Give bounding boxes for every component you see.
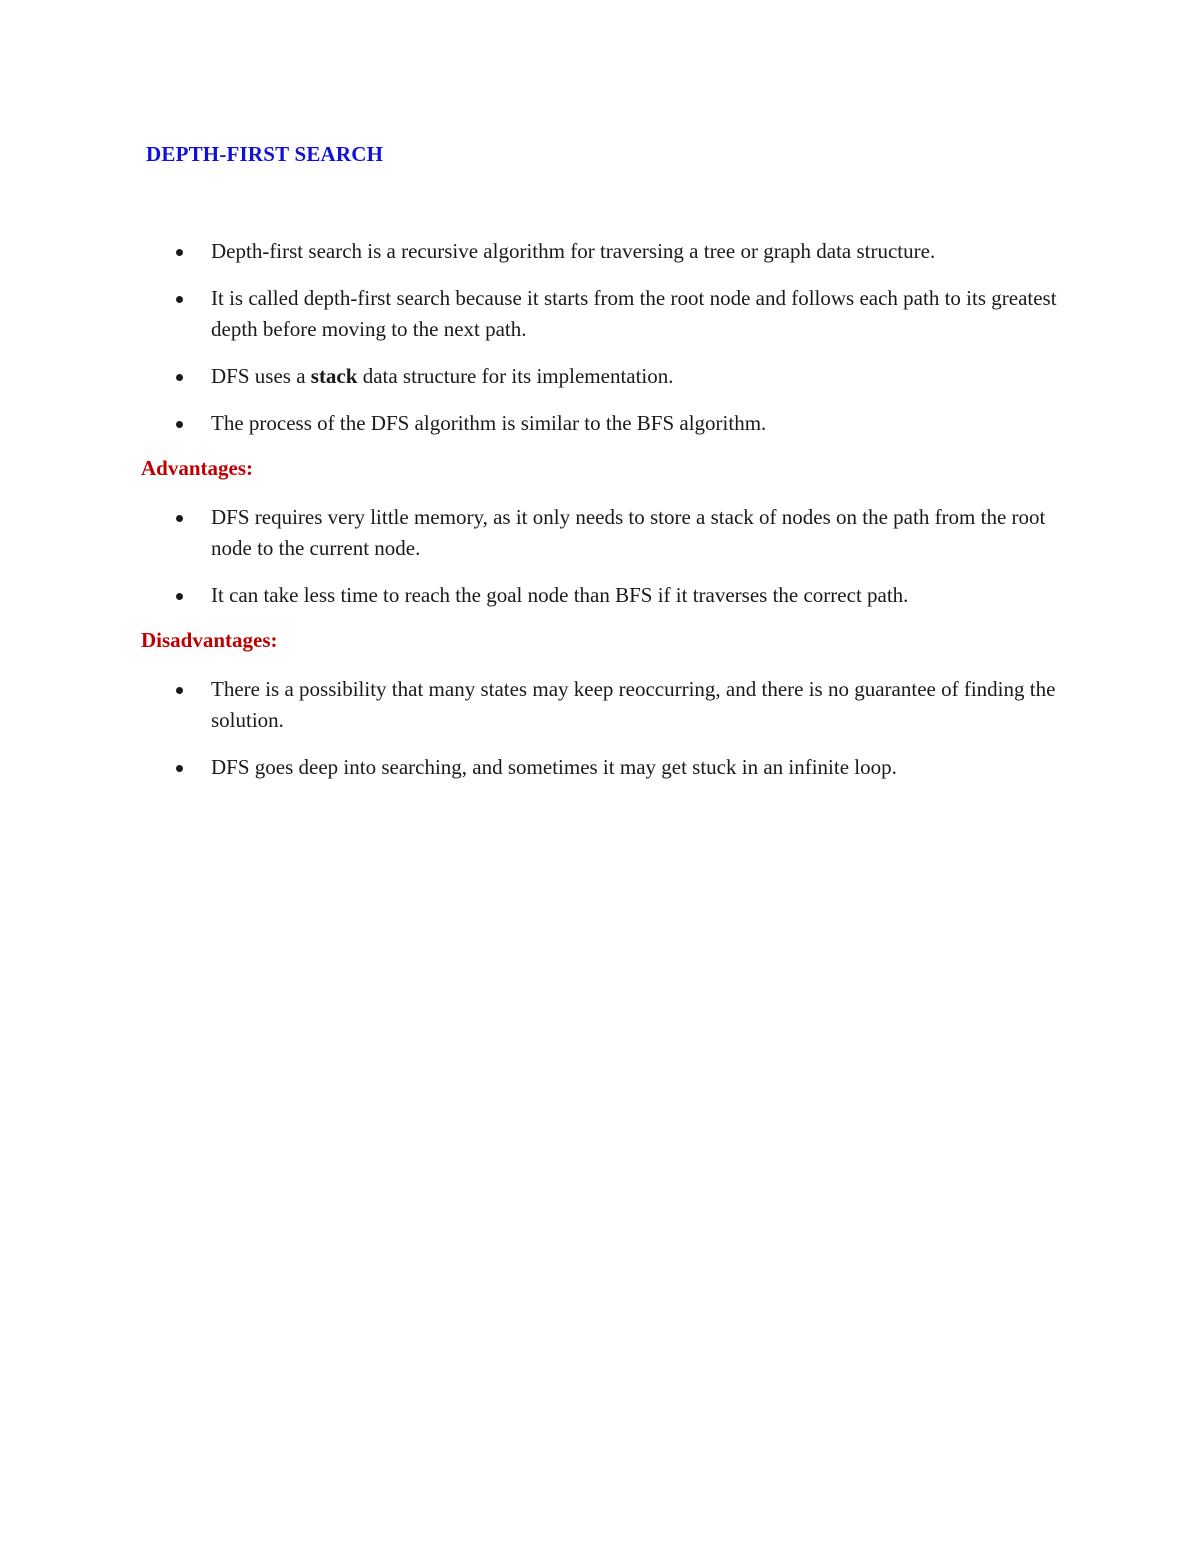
bullet-icon bbox=[176, 687, 183, 694]
disadvantages-heading: Disadvantages: bbox=[141, 628, 278, 652]
bullet-text: DFS goes deep into searching, and sometimes it may get stuck in an infinite loop. bbox=[211, 755, 897, 779]
bullet-icon bbox=[176, 421, 183, 428]
advantages-heading: Advantages: bbox=[141, 456, 254, 480]
bullet-text: It is called depth-first search because it starts from the root node and follows each path to its greatest depth before moving to the next path. bbox=[211, 286, 1057, 341]
bullet-text: DFS requires very little memory, as it only needs to store a stack of nodes on the path from the root node to the current node. bbox=[211, 505, 1046, 560]
list-item bbox=[0, 674, 1071, 736]
bullet-icon bbox=[176, 374, 183, 381]
bullet-icon bbox=[176, 765, 183, 772]
advantages-bullet-list bbox=[0, 502, 1071, 627]
list-item bbox=[0, 361, 1071, 392]
bullet-icon bbox=[176, 249, 183, 256]
list-item bbox=[0, 283, 1071, 345]
bullet-text: There is a possibility that many states may keep reoccurring, and there is no guarantee of finding the solution. bbox=[211, 677, 1056, 732]
list-item bbox=[0, 502, 1071, 564]
bullet-text: The process of the DFS algorithm is similar to the BFS algorithm. bbox=[211, 411, 767, 435]
disadvantages-bullet-list bbox=[0, 674, 1071, 799]
bullet-text: Depth-first search is a recursive algorithm for traversing a tree or graph data structure. bbox=[211, 239, 936, 263]
bullet-icon bbox=[176, 296, 183, 303]
bullet-text: It can take less time to reach the goal node than BFS if it traverses the correct path. bbox=[211, 583, 909, 607]
bullet-icon bbox=[176, 515, 183, 522]
list-item bbox=[0, 408, 1071, 439]
bullet-text-bold: stack bbox=[310, 364, 358, 388]
bullet-icon bbox=[176, 593, 183, 600]
list-item bbox=[0, 580, 1071, 611]
intro-bullet-list bbox=[0, 236, 1071, 455]
list-item bbox=[0, 236, 1071, 267]
document-title: DEPTH-FIRST SEARCH bbox=[146, 142, 384, 166]
bullet-text-before: DFS uses a bbox=[211, 364, 311, 388]
bullet-text-after: data structure for its implementation. bbox=[357, 364, 674, 388]
list-item bbox=[0, 752, 1071, 783]
